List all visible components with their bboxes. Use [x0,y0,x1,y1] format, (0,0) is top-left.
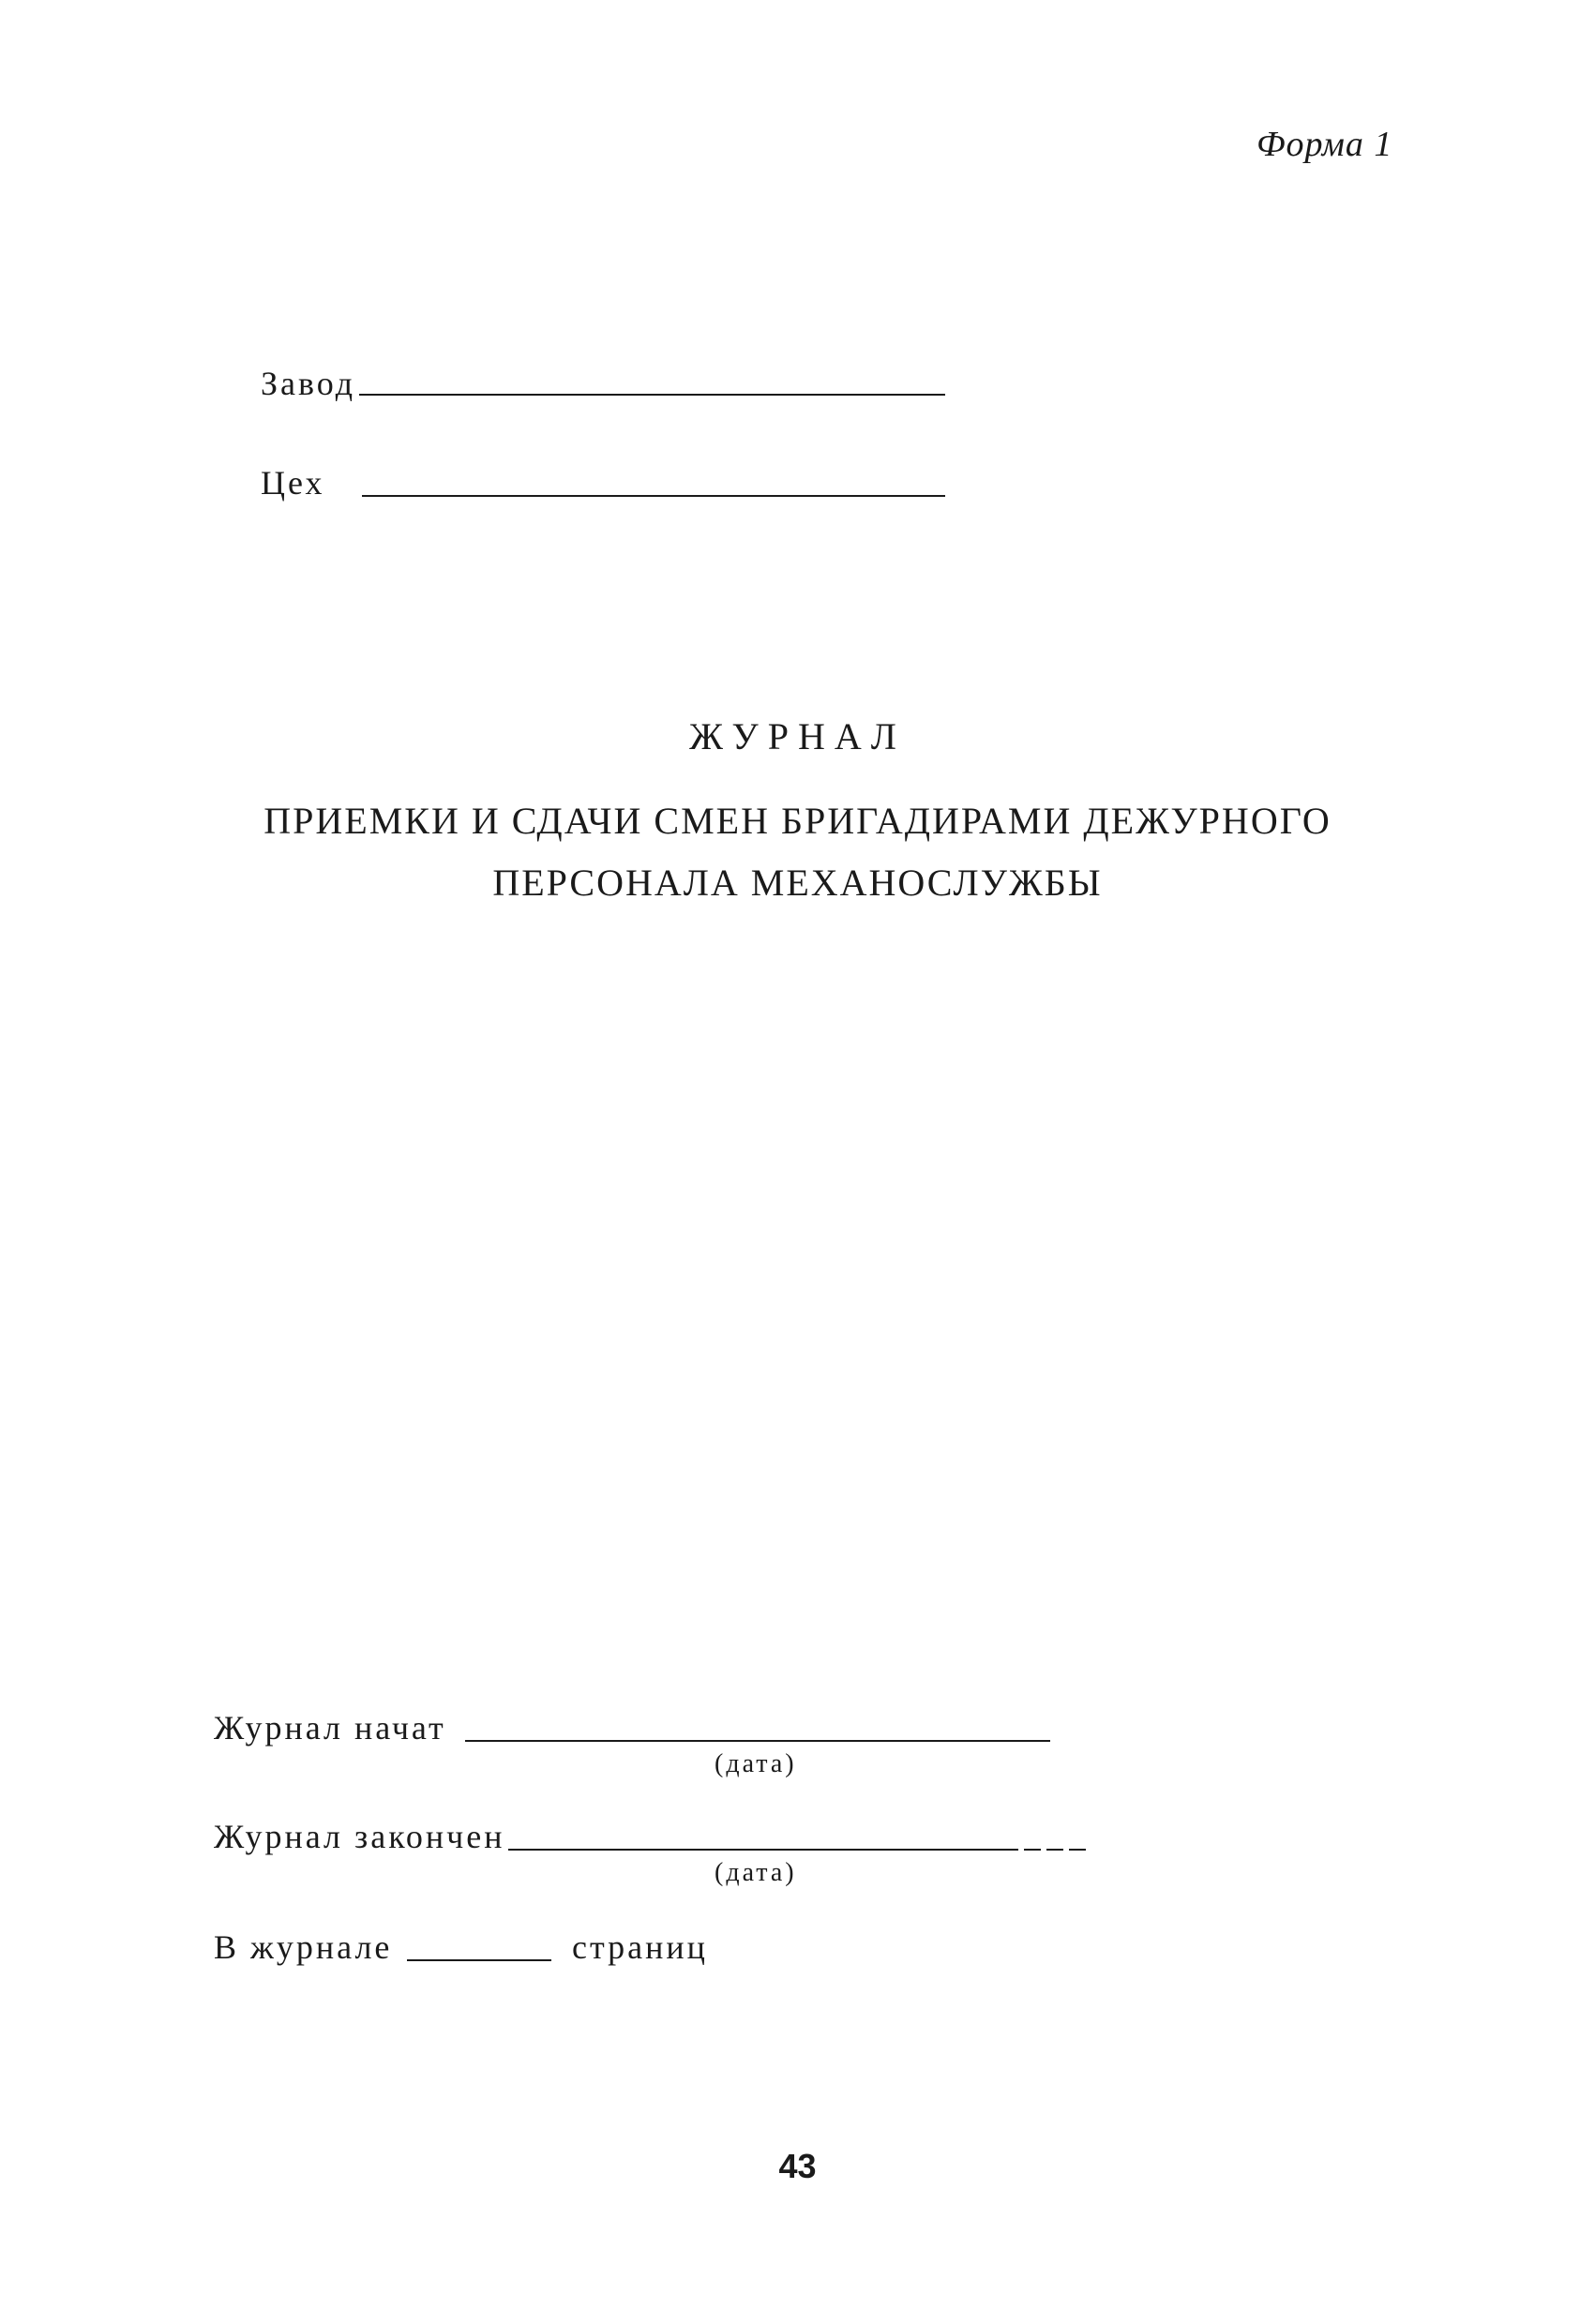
shop-label: Цех [261,464,325,502]
document-title: ЖУРНАЛ [689,715,906,757]
journal-started-date-caption: (дата) [715,1749,797,1778]
journal-started-field[interactable] [465,1740,1050,1742]
journal-finished-date-caption: (дата) [715,1858,797,1887]
pages-count-prefix: В журнале [214,1928,393,1966]
pages-count-suffix: страниц [572,1928,708,1966]
journal-started-label: Журнал начат [214,1709,446,1747]
document-subtitle-line-2: ПЕРСОНАЛА МЕХАНОСЛУЖБЫ [492,862,1103,904]
plant-field[interactable] [359,394,945,396]
plant-label: Завод [261,365,356,402]
shop-field[interactable] [362,495,945,497]
journal-finished-dash [1046,1849,1063,1851]
journal-finished-dash [1024,1849,1041,1851]
form-number: Форма 1 [1256,125,1393,164]
pages-count-field[interactable] [407,1959,551,1961]
document-subtitle-line-1: ПРИЕМКИ И СДАЧИ СМЕН БРИГАДИРАМИ ДЕЖУРНОГО [263,800,1332,842]
journal-finished-label: Журнал закончен [214,1818,505,1855]
journal-finished-dash [1069,1849,1086,1851]
journal-finished-field[interactable] [508,1849,1018,1851]
page-number: 43 [778,2147,817,2185]
